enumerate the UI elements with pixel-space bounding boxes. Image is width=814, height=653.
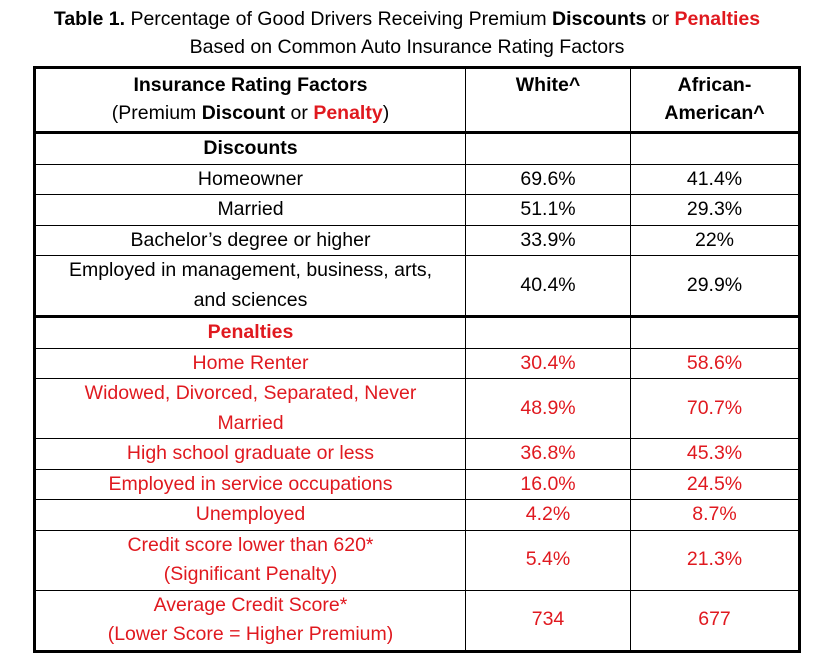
rating-factors-table xyxy=(33,66,801,653)
section-title-penalties: Penalties xyxy=(35,317,466,349)
factor-line2: and sciences xyxy=(193,288,308,311)
aa-value-cell: 21.3% xyxy=(631,530,800,590)
white-value-cell: 5.4% xyxy=(466,530,631,590)
white-value-cell: 40.4% xyxy=(466,256,631,317)
factor-cell xyxy=(35,590,466,651)
table-row xyxy=(35,530,800,590)
table-row xyxy=(35,164,800,195)
white-value-cell: 4.2% xyxy=(466,500,631,531)
caption-or-word: or xyxy=(646,8,675,30)
factor-cell: High school graduate or less xyxy=(35,439,466,470)
empty-cell xyxy=(466,133,631,165)
caption-label: Table 1. xyxy=(53,8,126,30)
factor-line2: (Lower Score = Higher Premium) xyxy=(107,623,394,645)
factor-line1: Average Credit Score* xyxy=(153,593,348,616)
factor-cell: Homeowner xyxy=(35,164,466,195)
header-aa-cell xyxy=(631,68,800,133)
table-row xyxy=(35,348,800,379)
white-value-cell: 69.6% xyxy=(466,164,631,195)
aa-value-cell: 22% xyxy=(631,225,800,256)
table-row xyxy=(35,225,800,256)
header-aa-line2: American^ xyxy=(664,102,765,124)
caption-text-part1: Percentage of Good Drivers Receiving Premium xyxy=(125,8,553,30)
aa-value-cell: 58.6% xyxy=(631,348,800,379)
white-value-cell: 30.4% xyxy=(466,348,631,379)
factor-line1: Employed in management, business, arts, xyxy=(68,259,433,281)
aa-value-cell: 677 xyxy=(631,590,800,651)
caption-discounts-word: Discounts xyxy=(552,8,647,30)
factor-line2: (Significant Penalty) xyxy=(163,563,338,585)
factor-line1: Widowed, Divorced, Separated, Never xyxy=(84,382,417,404)
section-title-discounts: Discounts xyxy=(35,133,466,165)
header-factor-cell xyxy=(35,68,466,133)
white-value-cell: 36.8% xyxy=(466,439,631,470)
empty-cell xyxy=(631,133,800,165)
caption-line-2: Based on Common Auto Insurance Rating Factors xyxy=(189,36,625,58)
white-value-cell: 48.9% xyxy=(466,379,631,439)
table-caption xyxy=(0,0,814,61)
header-aa-line1: African- xyxy=(677,74,752,96)
factor-cell: Bachelor’s degree or higher xyxy=(35,225,466,256)
factor-cell: Unemployed xyxy=(35,500,466,531)
header-sub-or: or xyxy=(285,102,314,124)
factor-cell xyxy=(35,256,466,317)
factor-line2: Married xyxy=(217,411,284,434)
table-row xyxy=(35,379,800,439)
header-factor-title: Insurance Rating Factors xyxy=(133,74,368,96)
factor-cell xyxy=(35,379,466,439)
caption-line-1 xyxy=(0,5,814,33)
factor-line1: Credit score lower than 620* xyxy=(127,533,374,556)
table-row xyxy=(35,500,800,531)
aa-value-cell: 24.5% xyxy=(631,469,800,500)
aa-value-cell: 29.3% xyxy=(631,195,800,226)
table-row xyxy=(35,439,800,470)
factor-cell xyxy=(35,530,466,590)
section-title-row-penalties xyxy=(35,317,800,349)
section-title-row-discounts xyxy=(35,133,800,165)
table-row xyxy=(35,469,800,500)
factor-cell: Employed in service occupations xyxy=(35,469,466,500)
aa-value-cell: 29.9% xyxy=(631,256,800,317)
table-row xyxy=(35,590,800,651)
white-value-cell: 33.9% xyxy=(466,225,631,256)
white-value-cell: 734 xyxy=(466,590,631,651)
header-sub-discount: Discount xyxy=(201,102,286,124)
header-sub-open: (Premium xyxy=(111,102,202,124)
header-factor-subtitle xyxy=(36,99,465,127)
header-sub-penalty: Penalty xyxy=(313,102,383,124)
header-sub-close: ) xyxy=(382,102,390,124)
aa-value-cell: 8.7% xyxy=(631,500,800,531)
table-header-row xyxy=(35,68,800,133)
aa-value-cell: 70.7% xyxy=(631,379,800,439)
table-row xyxy=(35,256,800,317)
empty-cell xyxy=(631,317,800,349)
aa-value-cell: 45.3% xyxy=(631,439,800,470)
header-white-cell: White^ xyxy=(466,68,631,133)
white-value-cell: 51.1% xyxy=(466,195,631,226)
factor-cell: Home Renter xyxy=(35,348,466,379)
white-value-cell: 16.0% xyxy=(466,469,631,500)
table-row xyxy=(35,195,800,226)
empty-cell xyxy=(466,317,631,349)
caption-penalties-word: Penalties xyxy=(674,8,761,30)
aa-value-cell: 41.4% xyxy=(631,164,800,195)
factor-cell: Married xyxy=(35,195,466,226)
